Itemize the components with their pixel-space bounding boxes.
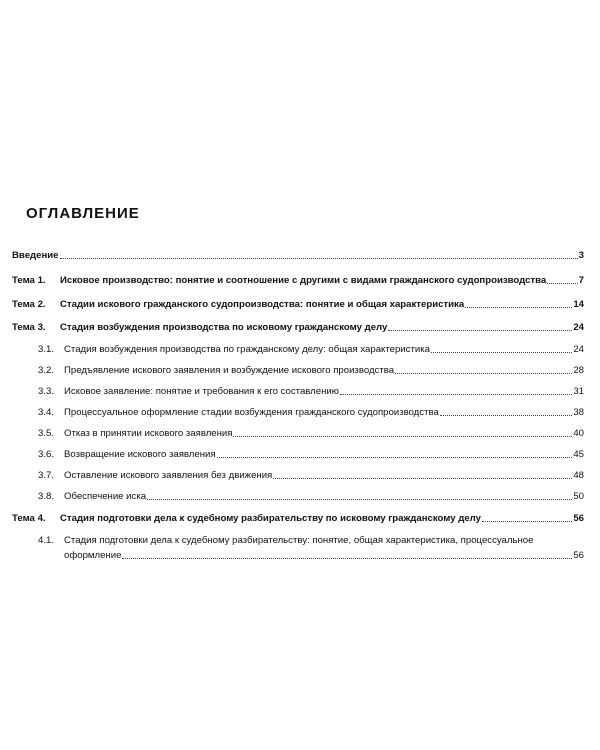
toc-entry-page: 50: [573, 491, 584, 502]
toc-entry-label: Процессуальное оформление стадии возбуждения гражданского судопроизводства: [64, 407, 439, 418]
toc-entry-topic-3[interactable]: [12, 322, 584, 334]
toc-entry-page: 56: [573, 550, 584, 561]
toc-entry-3-4[interactable]: [38, 407, 584, 419]
leader-dots: [431, 351, 572, 353]
toc-entry-page: 31: [573, 386, 584, 397]
toc-entry-number: Тема 1.: [12, 275, 46, 286]
toc-entry-page: 45: [573, 449, 584, 460]
toc-entry-label: Возвращение искового заявления: [64, 449, 216, 460]
toc-entry-topic-4[interactable]: [12, 513, 584, 525]
toc-entry-label: Оставление искового заявления без движения: [64, 470, 273, 481]
toc-entry-page: 24: [573, 322, 584, 333]
leader-dots: [122, 557, 572, 559]
toc-entry-label: Предъявление искового заявления и возбуждение искового производства: [64, 365, 395, 376]
page-title: ОГЛАВЛЕНИЕ: [26, 205, 140, 222]
toc-entry-label: Стадия возбуждения производства по исковому гражданскому делу: [60, 322, 388, 333]
toc-entry-page: 24: [573, 344, 584, 355]
toc-entry-label: Исковое заявление: понятие и требования к его составлению: [64, 386, 339, 397]
toc-entry-page: 7: [578, 275, 584, 286]
toc-entry-4-1-continuation[interactable]: [38, 550, 584, 562]
toc-entry-number: 3.8.: [38, 491, 55, 502]
toc-entry-label: Стадия подготовки дела к судебному разбирательству по исковому гражданскому делу: [60, 513, 481, 524]
toc-entry-3-8[interactable]: [38, 491, 584, 503]
toc-entry-3-5[interactable]: [38, 428, 584, 440]
leader-dots: [482, 520, 572, 522]
toc-entry-number: 3.2.: [38, 365, 55, 376]
toc-entry-3-2[interactable]: [38, 365, 584, 377]
toc-entry-number: Тема 4.: [12, 513, 46, 524]
leader-dots: [273, 477, 572, 479]
toc-entry-number: 3.5.: [38, 428, 55, 439]
toc-entry-number: 3.3.: [38, 386, 55, 397]
leader-dots: [233, 435, 572, 437]
leader-dots: [465, 306, 572, 308]
toc-entry-page: 14: [573, 299, 584, 310]
toc-entry-page: 56: [573, 513, 584, 524]
toc-entry-page: 40: [573, 428, 584, 439]
toc-entry-label: Исковое производство: понятие и соотношение с другими с видами гражданского судопроизводства: [60, 275, 547, 286]
toc-entry-label: Стадия возбуждения производства по гражданскому делу: общая характеристика: [64, 344, 430, 355]
toc-entry-page: 28: [573, 365, 584, 376]
toc-entry-label-line-1: Стадия подготовки дела к судебному разбирательству: понятие, общая характеристика, процессуальное: [64, 535, 534, 546]
toc-entry-number: 3.4.: [38, 407, 55, 418]
leader-dots: [440, 414, 573, 416]
toc-entry-intro[interactable]: [12, 250, 584, 262]
leader-dots: [147, 498, 572, 500]
leader-dots: [60, 257, 578, 259]
toc-entry-label: Обеспечение иска: [64, 491, 147, 502]
toc-entry-page: 48: [573, 470, 584, 481]
toc-entry-label: Стадии искового гражданского судопроизводства: понятие и общая характеристика: [60, 299, 465, 310]
toc-entry-number: 4.1.: [38, 535, 55, 546]
toc-entry-topic-2[interactable]: [12, 299, 584, 311]
toc-entry-3-3[interactable]: [38, 386, 584, 398]
toc-entry-label-line-2: оформление: [64, 550, 122, 561]
leader-dots: [395, 372, 572, 374]
leader-dots: [217, 456, 573, 458]
toc-entry-topic-1[interactable]: [12, 275, 584, 287]
toc-entry-label: Введение: [12, 250, 59, 261]
toc-entry-number: Тема 2.: [12, 299, 46, 310]
toc-entry-number: 3.1.: [38, 344, 55, 355]
toc-entry-3-1[interactable]: [38, 344, 584, 356]
toc-entry-3-6[interactable]: [38, 449, 584, 461]
toc-entry-page: 3: [578, 250, 584, 261]
leader-dots: [547, 282, 577, 284]
leader-dots: [340, 393, 572, 395]
toc-entry-page: 38: [573, 407, 584, 418]
toc-entry-3-7[interactable]: [38, 470, 584, 482]
toc-entry-4-1[interactable]: [38, 535, 584, 547]
toc-entry-number: 3.6.: [38, 449, 55, 460]
toc-entry-number: Тема 3.: [12, 322, 46, 333]
toc-entry-number: 3.7.: [38, 470, 55, 481]
leader-dots: [388, 329, 572, 331]
toc-entry-label: Отказ в принятии искового заявления: [64, 428, 233, 439]
